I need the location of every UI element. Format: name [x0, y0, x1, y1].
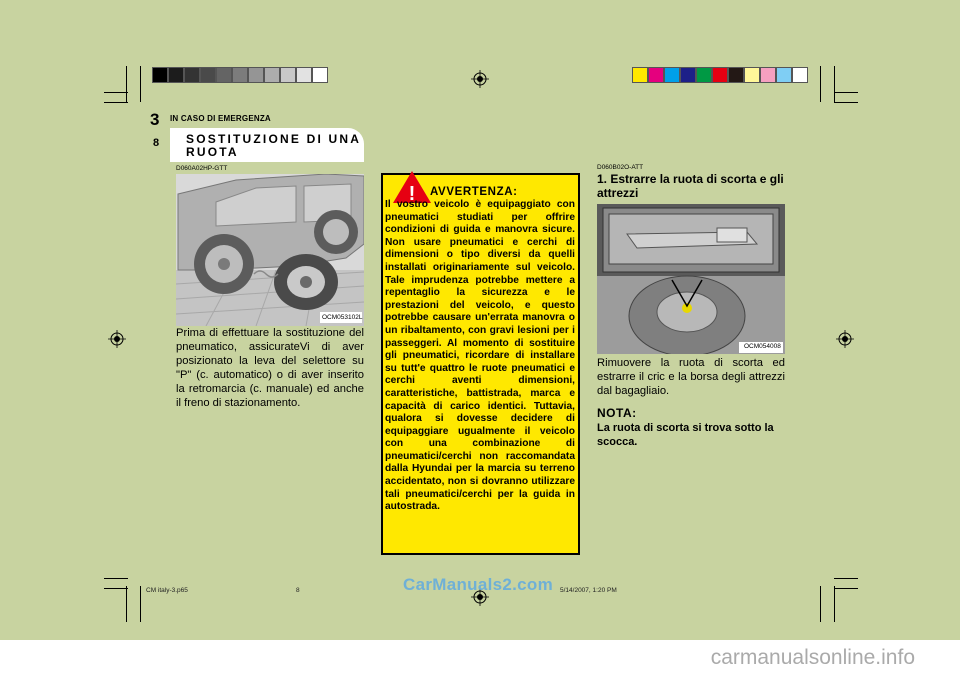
nota-text: La ruota di scorta si trova sotto la scocca.	[597, 422, 774, 448]
step-title: 1. Estrarre la ruota di scorta e gli attrezzi	[597, 172, 784, 200]
calibration-swatch	[168, 67, 184, 83]
crop-mark	[140, 66, 141, 102]
calibration-swatch	[152, 67, 168, 83]
calibration-swatch	[248, 67, 264, 83]
calibration-swatch	[280, 67, 296, 83]
trunk-spare-wheel-illustration	[597, 204, 785, 354]
calibration-swatch	[712, 67, 728, 83]
page-number: 8	[152, 137, 160, 149]
left-image-label: OCM053102L	[322, 314, 363, 321]
calibration-swatch	[696, 67, 712, 83]
calibration-swatch	[760, 67, 776, 83]
registration-target-icon	[836, 330, 854, 348]
right-doc-code: D060B02O-ATT	[597, 164, 644, 171]
crop-mark	[834, 586, 835, 622]
calibration-swatch	[632, 67, 648, 83]
calibration-swatch	[312, 67, 328, 83]
crop-mark	[834, 66, 835, 102]
calibration-swatch	[792, 67, 808, 83]
left-doc-code: D060A02HP-GTT	[176, 165, 228, 172]
car-tire-illustration	[176, 174, 364, 326]
bottom-watermark-strip	[0, 640, 960, 678]
calibration-swatch	[744, 67, 760, 83]
registration-target-icon	[108, 330, 126, 348]
calibration-swatch	[296, 67, 312, 83]
crop-mark	[140, 586, 141, 622]
warning-title: AVVERTENZA:	[430, 186, 518, 198]
crop-mark	[820, 586, 821, 622]
crop-mark	[104, 588, 128, 589]
registration-target-icon	[471, 70, 489, 88]
warning-text: Il vostro veicolo è equipaggiato con pneumatici studiati per offrire condizioni di guida e manovra sicure. Non usare pneumatici e cerchi di dimensioni o tipo diversi da quelli installati originariamente sul veicolo. Tale imprudenza potrebbe mettere a repentaglio la sicurezza e le prestazioni del veicolo, e questo potrebbe causare un'errata manovra o un ribaltamento, con gravi lesioni per i passeggeri. Al momento di sostituire gli pneumatici, ricordare di installare su tutt'e quattro le ruote pneumatici e cerchi aventi dimensioni, caratteristiche, battistrada, marca e capacità di carico identici. Tuttavia, qualora si dovesse decidere di equipaggiare ugualmente il veicolo con una combinazione di pneumatici/cerchi non raccomandata dalla Hyundai per la marcia su terreno accidentato, non si dovranno utilizzare tali pneumatici/cerchi per la guida in autostrada.	[385, 199, 575, 513]
page-heading: SOSTITUZIONE DI UNA RUOTA	[186, 132, 361, 159]
footer-date: 5/14/2007, 1:20 PM	[560, 587, 617, 594]
crop-mark	[834, 92, 858, 93]
section-number: 3	[150, 110, 160, 129]
svg-text:!: !	[408, 183, 416, 204]
calibration-swatch	[232, 67, 248, 83]
bottom-watermark[interactable]: carmanualsonline.info	[710, 646, 915, 669]
calibration-swatch	[776, 67, 792, 83]
calibration-swatch	[264, 67, 280, 83]
crop-mark	[104, 102, 128, 103]
calibration-swatch	[728, 67, 744, 83]
calibration-swatch	[200, 67, 216, 83]
nota-title: NOTA:	[597, 406, 637, 420]
calibration-swatch	[664, 67, 680, 83]
right-paragraph: Rimuovere la ruota di scorta ed estrarre il cric e la borsa degli attrezzi dal bagagliaio.	[597, 357, 785, 397]
crop-mark	[834, 578, 858, 579]
footer-file: CM italy-3.p65	[146, 587, 188, 594]
crop-mark	[834, 102, 858, 103]
crop-mark	[834, 588, 858, 589]
calibration-swatch	[680, 67, 696, 83]
calibration-swatch	[216, 67, 232, 83]
crop-mark	[126, 66, 127, 102]
calibration-swatch	[184, 67, 200, 83]
crop-mark	[104, 92, 128, 93]
carmanuals-watermark[interactable]: CarManuals2.com	[403, 575, 553, 594]
left-paragraph: Prima di effettuare la sostituzione del pneumatico, assicurateVi di aver posizionato la leva del selettore su "P" (c. automatico) o di aver inserito la retromarcia (c. manuale) ed anche il freno di stazionamento.	[176, 327, 364, 409]
footer-page: 8	[296, 587, 300, 594]
section-title: IN CASO DI EMERGENZA	[170, 114, 271, 123]
crop-mark	[104, 578, 128, 579]
right-image-label: OCM054008	[744, 343, 781, 350]
crop-mark	[126, 586, 127, 622]
crop-mark	[820, 66, 821, 102]
calibration-swatch	[648, 67, 664, 83]
